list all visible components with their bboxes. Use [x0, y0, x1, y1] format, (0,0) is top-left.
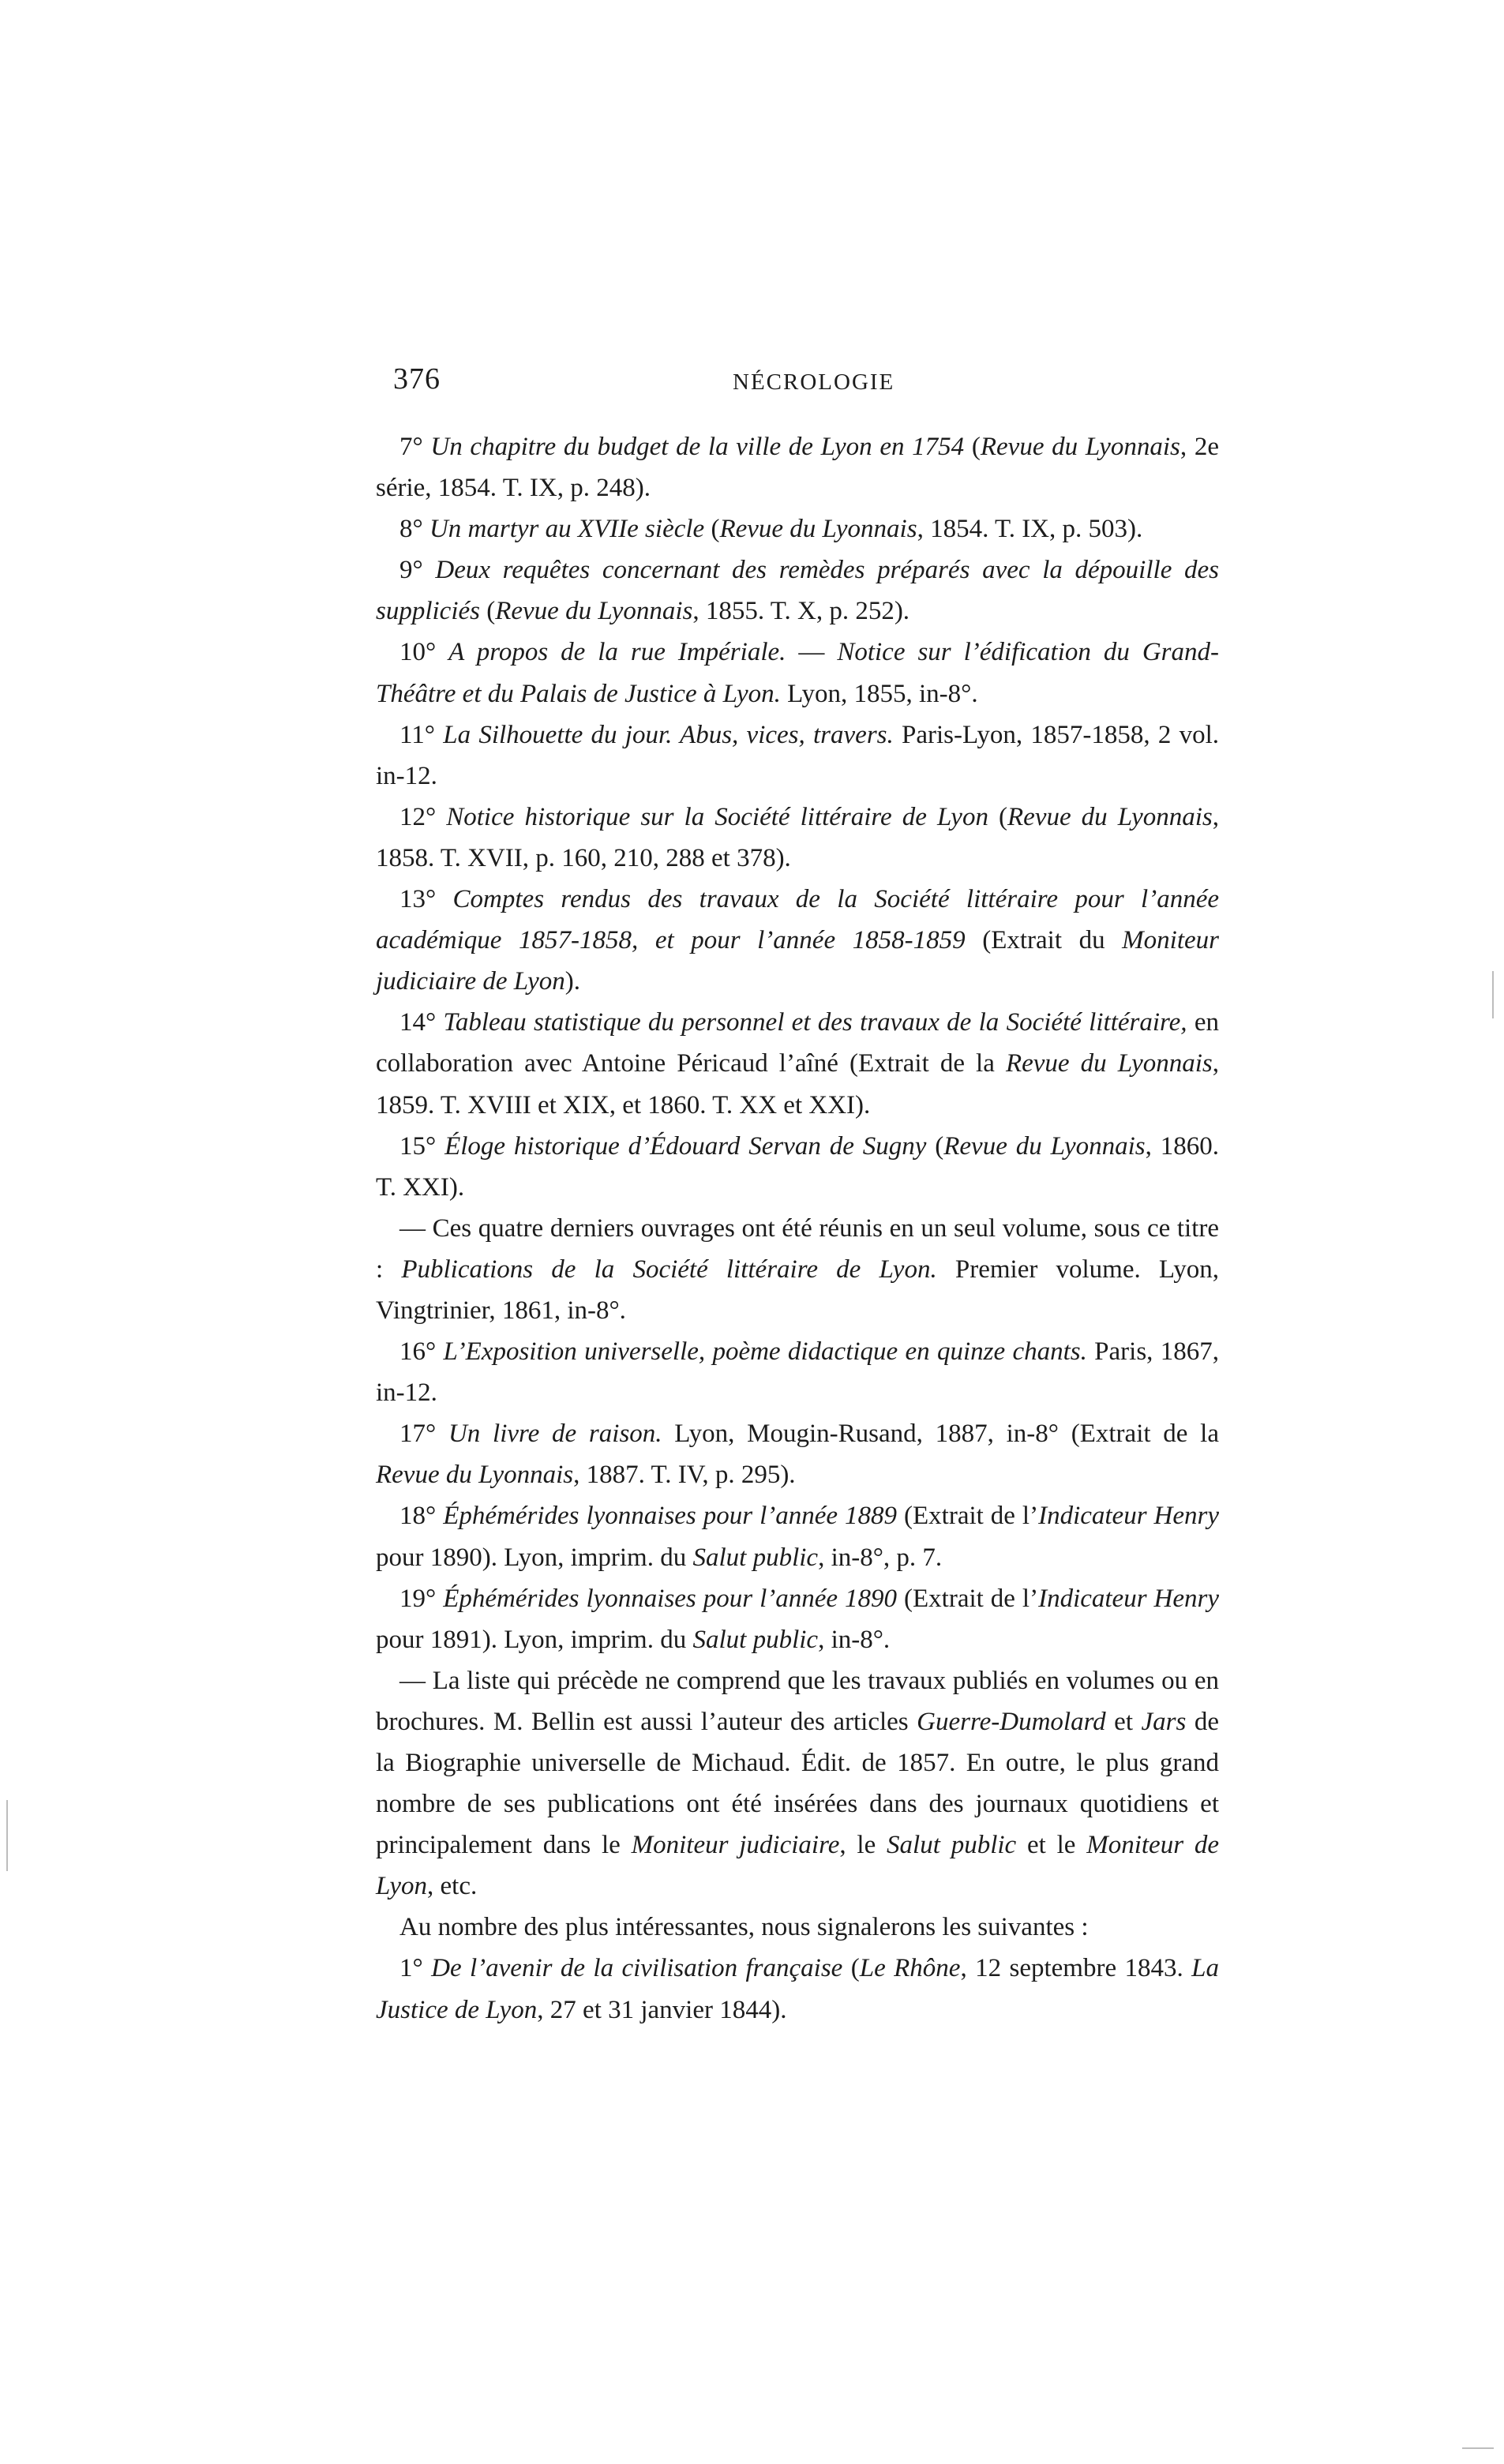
italic-title: Revue du Lyonnais	[495, 597, 693, 626]
italic-title: Éloge historique d’Édouard Servan de Sugny	[444, 1131, 927, 1161]
text-run: Paris-Lyon, 1857-1858, 2 vol. in-12.	[376, 720, 1219, 790]
text-run: (Extrait de l’	[897, 1502, 1039, 1531]
bibliography-entry	[376, 1495, 1219, 1577]
text-run: , 1887. T. IV, p. 295).	[573, 1461, 796, 1490]
text-run: et	[1105, 1707, 1142, 1736]
text-run: et le	[1016, 1831, 1087, 1860]
text-run: , in-8°, p. 7.	[818, 1543, 943, 1572]
italic-title: Revue du Lyonnais	[376, 1461, 574, 1490]
text-run: Lyon, 1855, in-8°.	[780, 679, 978, 708]
bibliography-entry	[376, 1331, 1219, 1413]
text-run: 17°	[399, 1420, 448, 1449]
text-run: (Extrait de l’	[897, 1584, 1039, 1613]
italic-title: Moniteur de Lyon	[376, 1831, 1219, 1901]
scan-edge-mark	[6, 1800, 8, 1871]
bibliography-entry	[376, 1660, 1219, 1907]
text-run: 10°	[399, 638, 449, 667]
italic-title: Revue du Lyonnais	[943, 1131, 1146, 1161]
text-run: 9°	[399, 556, 436, 585]
italic-title: A propos de la rue Impériale.	[448, 638, 786, 667]
bibliography-entry	[376, 1413, 1219, 1495]
page-number: 376	[393, 362, 441, 396]
text-run: 15°	[399, 1131, 445, 1161]
running-head	[393, 362, 1230, 409]
bibliography-entry	[376, 1578, 1219, 1660]
italic-title: Le Rhône	[859, 1954, 961, 1983]
scan-edge-mark	[1462, 2447, 1494, 2449]
text-run: (	[479, 597, 496, 626]
bibliography-entry	[376, 632, 1219, 714]
text-run: , in-8°.	[818, 1625, 891, 1654]
text-run: — La liste qui précède ne comprend que les travaux publiés en volumes ou en brochures. M. Bellin est aussi l’auteur des articles	[376, 1666, 1219, 1736]
text-run: 16°	[399, 1337, 444, 1367]
text-run: , 1858. T. XVII, p. 160, 210, 288 et 378).	[376, 802, 1219, 872]
bibliography-entry	[376, 426, 1219, 508]
bibliography-entry	[376, 797, 1219, 879]
italic-title: Éphémérides lyonnaises pour l’année 1889	[443, 1502, 898, 1531]
bibliography-entry	[376, 1208, 1219, 1331]
text-run: (	[842, 1954, 860, 1983]
text-run: — Ces quatre derniers ouvrages ont été réunis en un seul volume, sous ce titre :	[376, 1213, 1219, 1284]
text-run: , 1859. T. XVIII et XIX, et 1860. T. XX et XXI).	[376, 1049, 1219, 1119]
text-run: pour 1891). Lyon, imprim. du	[376, 1625, 693, 1654]
bibliography-entry	[376, 714, 1219, 797]
italic-title: Deux requêtes concernant des remèdes préparés avec la dépouille des suppliciés	[376, 556, 1219, 626]
text-run: , 1855. T. X, p. 252).	[692, 597, 910, 626]
text-run: 11°	[399, 720, 444, 749]
text-run: pour 1890). Lyon, imprim. du	[376, 1543, 693, 1572]
italic-title: Un chapitre du budget de la ville de Lyon en 1754	[430, 433, 965, 461]
text-run: en collaboration avec Antoine Péricaud l’aîné (Extrait de la	[376, 1008, 1219, 1078]
text-run: 12°	[399, 802, 447, 831]
italic-title: Moniteur judiciaire	[631, 1831, 840, 1860]
italic-title: Indicateur Henry	[1038, 1584, 1219, 1613]
italic-title: Publications de la Société littéraire de Lyon.	[401, 1255, 937, 1284]
text-run: , etc.	[427, 1872, 478, 1901]
italic-title: Salut public	[887, 1831, 1017, 1860]
text-run: , 2e série, 1854. T. IX, p. 248).	[376, 433, 1219, 503]
italic-title: Moniteur judiciaire de Lyon	[376, 926, 1219, 996]
text-run: 19°	[399, 1584, 444, 1613]
text-run: Lyon, Mougin-Rusand, 1887, in-8° (Extrait de la	[662, 1420, 1219, 1449]
bibliography-text	[376, 426, 1219, 2031]
text-run: , 1860. T. XXI).	[376, 1131, 1219, 1202]
text-run: 13°	[399, 885, 453, 914]
italic-title: Salut public	[692, 1625, 819, 1654]
text-run: , le	[839, 1831, 887, 1860]
italic-title: La Silhouette du jour. Abus, vices, travers.	[443, 720, 894, 749]
italic-title: De l’avenir de la civilisation française	[431, 1954, 843, 1983]
text-run: 8°	[399, 515, 429, 544]
text-run: 7°	[399, 433, 431, 461]
bibliography-entry	[376, 508, 1219, 549]
italic-title: Notice historique sur la Société littéraire de Lyon	[446, 802, 988, 831]
italic-title: Salut public	[692, 1543, 819, 1572]
text-run: , 27 et 31 janvier 1844).	[537, 1995, 787, 2024]
text-run: 14°	[399, 1008, 444, 1037]
text-run: (	[704, 515, 720, 544]
italic-title: Notice sur l’édification du Grand-Théâtre et du Palais de Justice à Lyon.	[376, 638, 1219, 708]
italic-title: Guerre-Dumolard	[917, 1707, 1106, 1736]
bibliography-entry	[376, 1002, 1219, 1125]
bibliography-entry	[376, 1126, 1219, 1208]
italic-title: Revue du Lyonnais	[1005, 1049, 1213, 1078]
scan-edge-mark	[1492, 971, 1494, 1018]
bibliography-entry	[376, 879, 1219, 1002]
italic-title: Indicateur Henry	[1038, 1502, 1219, 1531]
text-run: 1°	[399, 1954, 432, 1983]
text-run: —	[786, 638, 838, 667]
italic-title: Revue du Lyonnais	[980, 433, 1180, 461]
text-run: (	[926, 1131, 944, 1161]
text-run: 18°	[399, 1502, 444, 1531]
text-run: , 1854. T. IX, p. 503).	[917, 515, 1143, 544]
italic-title: Revue du Lyonnais	[719, 515, 917, 544]
text-run: ).	[564, 967, 580, 996]
text-run: (	[988, 802, 1008, 831]
text-run: (Extrait du	[965, 926, 1123, 955]
italic-title: La Justice de Lyon	[376, 1954, 1220, 2024]
text-run: Paris, 1867, in-12.	[376, 1337, 1219, 1408]
italic-title: Comptes rendus des travaux de la Société littéraire pour l’année académique 1857-1858, et pour l’année 1858-1859	[376, 885, 1219, 955]
text-run: Premier volume. Lyon, Vingtrinier, 1861, in-8°.	[376, 1255, 1219, 1325]
italic-title: Un livre de raison.	[448, 1420, 662, 1449]
italic-title: Revue du Lyonnais	[1007, 802, 1213, 831]
italic-title: Tableau statistique du personnel et des travaux de la Société littéraire,	[443, 1008, 1187, 1037]
page-heading: NÉCROLOGIE	[733, 369, 895, 395]
bibliography-entry	[376, 1907, 1219, 1948]
italic-title: Jars	[1141, 1707, 1187, 1736]
italic-title: L’Exposition universelle, poème didactique en quinze chants.	[443, 1337, 1087, 1367]
bibliography-entry	[376, 1948, 1219, 2030]
text-run: , 12 septembre 1843.	[960, 1954, 1192, 1983]
bibliography-entry	[376, 549, 1219, 632]
text-run: Au nombre des plus intéressantes, nous signalerons les suivantes :	[399, 1913, 1089, 1942]
text-run: (	[964, 433, 981, 461]
italic-title: Un martyr au XVIIe siècle	[429, 515, 705, 544]
text-run: de la Biographie universelle de Michaud. Édit. de 1857. En outre, le plus grand nombre de ses publications ont été insérées dans des journaux quotidiens et principalement dans le	[376, 1707, 1220, 1860]
italic-title: Éphémérides lyonnaises pour l’année 1890	[443, 1584, 898, 1613]
